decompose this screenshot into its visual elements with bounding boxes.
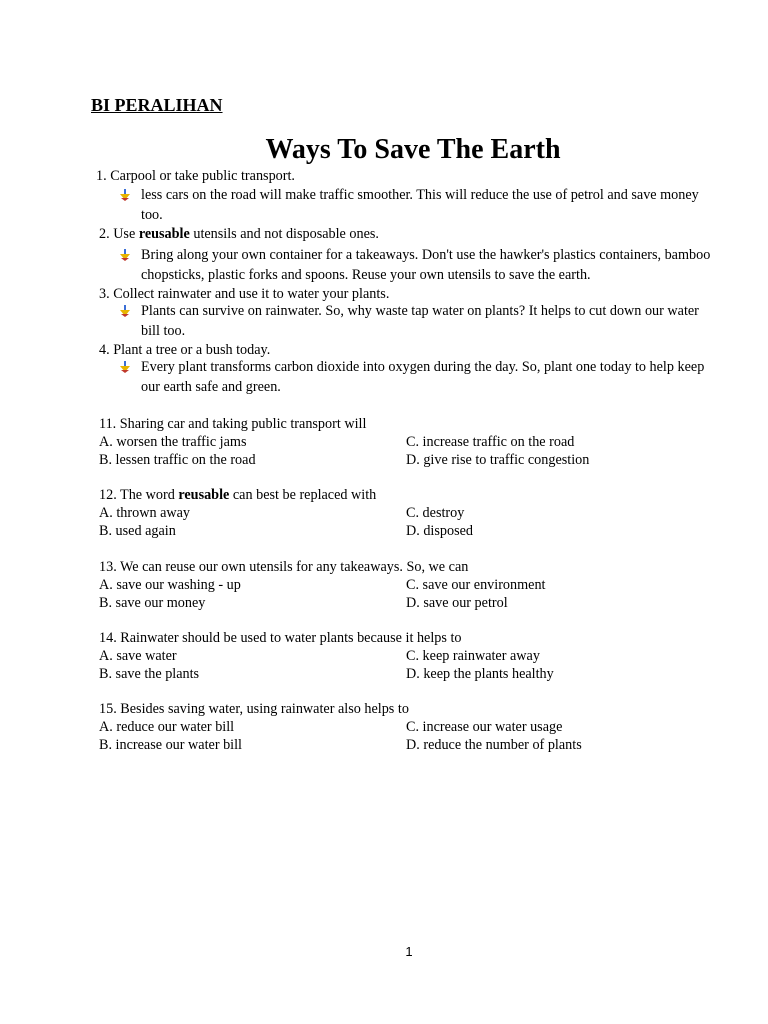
option-b: B. save our money bbox=[99, 595, 206, 611]
option-a: A. save our washing - up bbox=[99, 577, 241, 593]
tip-number: 3. bbox=[99, 286, 110, 302]
tip-text: Carpool or take public transport. bbox=[106, 168, 295, 184]
document-header: BI PERALIHAN bbox=[91, 95, 223, 115]
question-text-end: can best be replaced with bbox=[229, 487, 377, 503]
tip-text-end: utensils and not disposable ones. bbox=[189, 226, 379, 242]
arrow-bullet-icon bbox=[118, 188, 132, 202]
option-c: C. increase traffic on the road bbox=[406, 434, 575, 450]
tip-text: Collect rainwater and use it to water your plants. bbox=[109, 286, 390, 302]
question-text: 12. The word bbox=[99, 487, 179, 503]
tip-detail-text: less cars on the road will make traffic smoother. This will reduce the use of petrol and save money too. bbox=[141, 187, 699, 223]
option-b: B. used again bbox=[99, 523, 176, 539]
option-d: D. reduce the number of plants bbox=[406, 737, 582, 753]
question-text: 15. Besides saving water, using rainwater also helps to bbox=[99, 701, 409, 717]
option-d: D. disposed bbox=[406, 523, 473, 539]
tip-number: 2. bbox=[99, 226, 110, 242]
page-title: Ways To Save The Earth bbox=[265, 134, 561, 165]
arrow-bullet-icon bbox=[118, 304, 132, 318]
option-a: A. reduce our water bill bbox=[99, 719, 235, 735]
option-b: B. lessen traffic on the road bbox=[99, 452, 256, 468]
question-text: 11. Sharing car and taking public transport will bbox=[99, 416, 367, 432]
arrow-bullet-icon bbox=[118, 248, 132, 262]
option-c: C. save our environment bbox=[406, 577, 546, 593]
option-d: D. give rise to traffic congestion bbox=[406, 452, 590, 468]
tip-2-detail bbox=[118, 245, 718, 285]
question-12 bbox=[99, 486, 376, 504]
tip-2 bbox=[99, 225, 379, 243]
tip-number: 1. bbox=[96, 168, 107, 184]
option-c: C. increase our water usage bbox=[406, 719, 563, 735]
option-a: A. thrown away bbox=[99, 505, 191, 521]
option-d: D. save our petrol bbox=[406, 595, 508, 611]
tip-bold-word: reusable bbox=[138, 226, 190, 242]
tip-4-detail bbox=[118, 357, 718, 397]
option-b: B. increase our water bill bbox=[99, 737, 243, 753]
question-11 bbox=[99, 415, 366, 433]
option-a: A. save water bbox=[99, 648, 177, 664]
tip-detail-text: Bring along your own container for a takeaways. Don't use the hawker's plastics containers, bamboo chopsticks, plastic forks and spoons. Reuse your own utensils to save the earth. bbox=[141, 247, 711, 283]
tip-detail-text: Plants can survive on rainwater. So, why waste tap water on plants? It helps to cut down our water bill too. bbox=[141, 303, 699, 339]
option-c: C. keep rainwater away bbox=[406, 648, 540, 664]
option-b: B. save the plants bbox=[99, 666, 200, 682]
question-bold-word: reusable bbox=[178, 487, 230, 503]
option-a: A. worsen the traffic jams bbox=[99, 434, 247, 450]
tip-number: 4. bbox=[99, 342, 110, 358]
tip-text: Use bbox=[109, 226, 139, 242]
question-14 bbox=[99, 629, 461, 647]
option-d: D. keep the plants healthy bbox=[406, 666, 554, 682]
tip-detail-text: Every plant transforms carbon dioxide into oxygen during the day. So, plant one today to help keep our earth safe and green. bbox=[141, 359, 705, 395]
tip-1-detail bbox=[118, 185, 708, 225]
question-text: 14. Rainwater should be used to water plants because it helps to bbox=[99, 630, 462, 646]
question-13 bbox=[99, 558, 468, 576]
tip-3-detail bbox=[118, 301, 713, 341]
tip-1 bbox=[96, 167, 295, 185]
page-number: 1 bbox=[405, 944, 413, 959]
question-15 bbox=[99, 700, 409, 718]
arrow-bullet-icon bbox=[118, 360, 132, 374]
tip-text: Plant a tree or a bush today. bbox=[109, 342, 271, 358]
question-text: 13. We can reuse our own utensils for any takeaways. So, we can bbox=[99, 559, 469, 575]
option-c: C. destroy bbox=[406, 505, 465, 521]
